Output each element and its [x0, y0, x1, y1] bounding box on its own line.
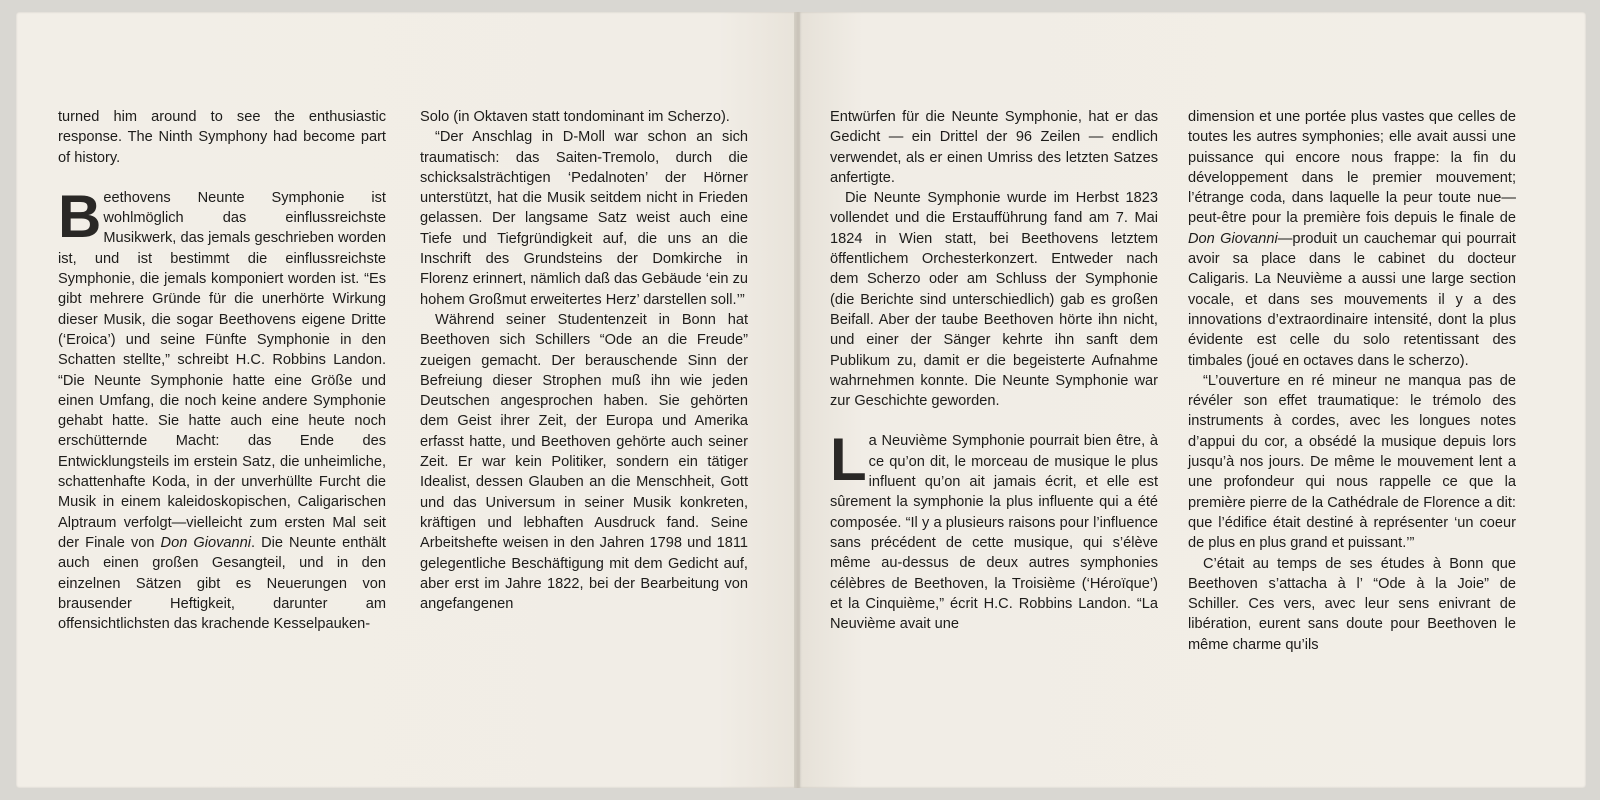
german-intro-paragraph: [58, 182, 386, 635]
french-dimension-text-end: —produit un cauchemar qui pourrait avoir sa place dans le cabinet du docteur Caligaris. La Neuvième a aussi une large section vocale, et dans ses mouvements il y a des innovations d’extraordinaire intensité, dont la plus évidente est celle du solo retentissant des timbales (joué en octaves dans le scherzo).: [1188, 230, 1516, 369]
german-paragraph-quote: “Der Anschlag in D-Moll war schon an sich traumatisch: das Saiten-Tremolo, durch die schicksalsträchtigen ‘Pedalnoten’ der Hörner unterstützt, hat die Musik seitdem nicht in Frieden gelassen. Der langsame Satz weist auch eine Tiefe und Tiefgründigkeit auf, die uns an die Inschrift des Grundsteins der Domkirche in Florenz erinnert, nämlich daß das Gebäude ‘ein zu hohem Großmut erweitertes Herz’ darstellen soll.’”: [420, 129, 748, 308]
drop-cap-b: B: [58, 182, 102, 250]
french-paragraph-bonn: C’était au temps de ses études à Bonn que Beethoven s’attacha à l’ “Ode à la Joie” de Schiller. Ces vers, avec leur sens enivrant de libération, eurent sans doute pour Beethoven le même charme qu’ils: [1188, 555, 1516, 653]
column-english-german: [58, 107, 386, 634]
column-german-2: [420, 107, 748, 614]
english-closing-paragraph: turned him around to see the enthusiastic response. The Ninth Symphony had become part of history.: [58, 109, 386, 166]
german-intro-text: eethovens Neunte Symphonie ist wohlmöglich das einflussreichste Musikwerk, das jemals geschrieben worden ist, und ist bestimmt die einflussreichste Symphonie, die jemals komponiert worden ist. “Es gibt mehrere Gründe für die unerhörte Wirkung dieser Musik, die sogar Beethovens eigene Dritte (‘Eroica’) und seine Fünfte Symphonie in den Schatten stellte,” schreibt H.C. Robbins Landon. “Die Neunte Symphonie hatte eine Größe und einen Umfang, die noch keine andere Symphonie gehabt hatte. Sie hatte auch eine heute noch erschütternde Macht: das Ende des Entwicklungsteils im erstein Satz, die unheimliche, schattenhafte Koda, in der unverhüllte Furcht die Musik in einem kaleidoskopischen, Caligarischen Alptraum verfolgt—vielleicht zum ersten Mal seit der Finale von: [58, 189, 386, 551]
german-paragraph-solo: Solo (in Oktaven statt tondominant im Scherzo).: [420, 109, 730, 125]
column-french-2: [1188, 107, 1516, 655]
french-paragraph-ouverture: “L’ouverture en ré mineur ne manqua pas de révéler son effet traumatique: le trémolo des instruments à cordes, avec les longues notes d’appui du cor, a obsédé la musique depuis lors jusqu’à nos jours. De même le mouvement lent a une profondeur qui nous rappelle ce que la première pierre de la Cathédrale de Florence a dit: que l’édifice était destiné à représenter ‘un coeur de plus en plus grand et puissant.’”: [1188, 372, 1516, 552]
french-intro-text: a Neuvième Symphonie pourrait bien être, à ce qu’on dit, le morceau de musique le plus influent qu’on ait jamais écrit, et elle est sûrement la symphonie la plus influente qui a été composée. “Il y a plusieurs raisons pour l’influence sans précédent de cette musique, qui s’élève même au-dessus de deux autres symphonies célèbres de Beethoven, la Troisième (‘Héroïque’) et la Cinquième,” écrit H.C. Robbins Landon. “La Neuvième avait une: [830, 433, 1158, 633]
drop-cap-l: L: [830, 426, 867, 494]
french-intro-paragraph: [830, 426, 1158, 634]
german-paragraph-schiller: Während seiner Studentenzeit in Bonn hat Beethoven sich Schillers “Ode an die Freude” zueigen gemacht. Der berauschende Sinn der Befreiung dieser Strophen muß ihn wie jeden Deutschen angesprochen haben. Sie gehörten dem Geist ihrer Zeit, der Europa und Amerika erfasst hatte, und Beethoven gehörte auch seiner Zeit. Er war kein Politiker, sondern ein tätiger Idealist, dessen Glauben an die Menschheit, Gott und das Universum in seiner Musik konkreten, kräftigen und lebhaften Ausdruck fand. Seine Arbeitshefte weisen in den Jahren 1798 und 1811 gelegentliche Beschäftigung mit dem Gedicht auf, aber erst im Jahre 1822, bei der Bearbeitung von angefangenen: [420, 311, 748, 613]
french-dimension-text: dimension et une portée plus vastes que celles de toutes les autres symphonies; elle avait aussi une puissance qui encore nous frappe: la fin du développement dans le premier mouvement; l’étrange coda, dans laquelle la peur toute nue—peut-être pour la première fois depuis le finale de: [1188, 109, 1516, 227]
italic-title-fr: Don Giovanni: [1188, 230, 1278, 247]
french-paragraph-dimension: [1188, 107, 1516, 371]
column-german-french: [830, 107, 1158, 634]
german-paragraph-entwuerfe: Entwürfen für die Neunte Symphonie, hat er das Gedicht — ein Drittel der 96 Zeilen — endlich verwendet, als er einen Umriss des letzten Satzes anfertigte.: [830, 109, 1158, 186]
italic-title: Don Giovanni: [160, 534, 251, 551]
german-paragraph-premiere: Die Neunte Symphonie wurde im Herbst 1823 vollendet und die Erstaufführung fand am 7. Mai 1824 in Wien statt, bei Beethovens letztem öffentlichem Orchesterkonzert. Entweder nach dem Scherzo oder am Schluss der Symphonie (die Berichte sind unterschiedlich) gab es großen Beifall. Aber der taube Beethoven hörte ihn nicht, und einer der Sänger kehrte ihn sanft dem Publikum zu, damit er die begeisterte Aufnahme wahrnehmen konnte. Die Neunte Symphonie war zur Geschichte geworden.: [830, 190, 1158, 410]
german-intro-text-end: . Die Neunte enthält auch einen großen Gesangteil, und in den einzelnen Sätzen gibt es Neuerungen von brausender Heftigkeit, darunter am offensichtlichsten das krachende Kesselpauken-: [58, 534, 386, 633]
